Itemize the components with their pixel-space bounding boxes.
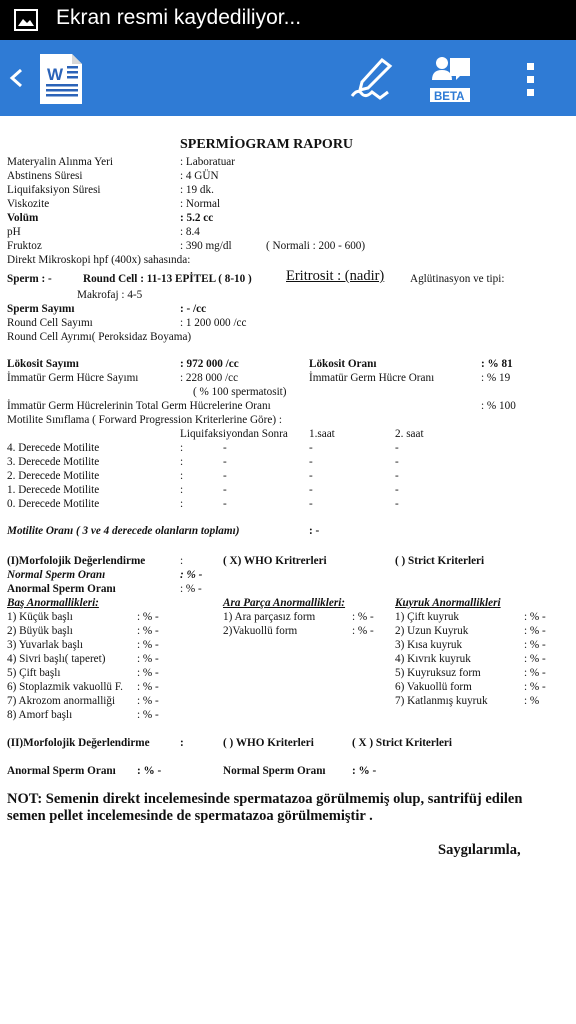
normal-orani-2-value: : % - bbox=[352, 765, 377, 777]
kuyruk-row-value: : % - bbox=[524, 667, 546, 679]
ara-row-label: 2)Vakuollü form bbox=[223, 625, 298, 637]
motility-row-colon: : bbox=[180, 442, 184, 454]
value-liquifaksiyon: : 19 dk. bbox=[180, 184, 214, 196]
spermatosit: ( % 100 spermatosit) bbox=[193, 386, 287, 398]
motility-row-c2: - bbox=[309, 498, 313, 510]
label-liquifaksiyon: Liquifaksiyon Süresi bbox=[7, 184, 101, 196]
lokosit-orani-label: Lökosit Oranı bbox=[309, 358, 377, 370]
bas-row-label: 3) Yuvarlak başlı bbox=[7, 639, 84, 651]
motility-header-2saat: 2. saat bbox=[395, 428, 424, 440]
morfoloji-1-label: (I)Morfolojik Değerlendirme bbox=[7, 555, 146, 567]
bas-row-label: 5) Çift başlı bbox=[7, 667, 61, 679]
motility-row-label: 2. Derecede Motilite bbox=[7, 470, 100, 482]
normal-orani-value: : % - bbox=[180, 569, 203, 581]
kuyruk-row-value: : % - bbox=[524, 653, 546, 665]
bas-row-label: 6) Stoplazmik vakuollü F. bbox=[7, 681, 123, 693]
value-abstinens: : 4 GÜN bbox=[180, 170, 219, 182]
bas-row-label: 1) Küçük başlı bbox=[7, 611, 73, 623]
value-volum: : 5.2 cc bbox=[180, 212, 214, 224]
sperm-sayisi-value: : - /cc bbox=[180, 303, 207, 315]
bas-row-value: : % - bbox=[137, 695, 159, 707]
lokosit-orani-value: : % 81 bbox=[481, 358, 513, 370]
ara-parca-header: Ara Parça Anormallikleri: bbox=[223, 597, 346, 609]
kuyruk-row-value: : % bbox=[524, 695, 540, 707]
motility-row-label: 4. Derecede Motilite bbox=[7, 442, 100, 454]
chat-bubbles-icon[interactable] bbox=[428, 54, 472, 104]
value-ph: : 8.4 bbox=[180, 226, 200, 238]
bas-row-label: 7) Akrozom anormalliği bbox=[7, 695, 116, 707]
morfoloji-2-colon: : bbox=[180, 737, 184, 749]
motilite-orani-label: Motilite Oranı ( 3 ve 4 derecede olanların toplamı) bbox=[7, 525, 240, 537]
makrofaj: Makrofaj : 4-5 bbox=[77, 289, 143, 301]
motility-row-c2: - bbox=[309, 442, 313, 454]
ara-row-value: : % - bbox=[352, 625, 374, 637]
aglutinasyon: Aglütinasyon ve tipi: bbox=[410, 273, 505, 285]
kuyruk-header: Kuyruk Anormallikleri bbox=[395, 597, 501, 609]
word-document-icon[interactable] bbox=[38, 52, 84, 106]
motility-row-colon: : bbox=[180, 498, 184, 510]
lokosit-sayimi-value: : 972 000 /cc bbox=[180, 358, 239, 370]
round-cell-ayrimi: Round Cell Ayrımı( Peroksidaz Boyama) bbox=[7, 331, 192, 343]
sperm-label: Sperm : - bbox=[7, 273, 52, 285]
motility-row-c3: - bbox=[395, 456, 399, 468]
kuyruk-row-label: 5) Kuyruksuz form bbox=[395, 667, 481, 679]
who-criteria-1: ( X) WHO Kritrerleri bbox=[223, 555, 327, 567]
motilite-orani-value: : - bbox=[309, 525, 320, 537]
motility-row-c2: - bbox=[309, 456, 313, 468]
kuyruk-row-label: 2) Uzun Kuyruk bbox=[395, 625, 469, 637]
sperm-sayisi-label: Sperm Sayımı bbox=[7, 303, 75, 315]
not-line-2: semen pellet incelemesinde de spermatazoa görülmemiştir . bbox=[7, 808, 373, 824]
label-fruktoz: Fruktoz bbox=[7, 240, 42, 252]
label-volum: Volüm bbox=[7, 212, 39, 224]
document-page bbox=[0, 116, 576, 1024]
motility-row-label: 1. Derecede Motilite bbox=[7, 484, 100, 496]
round-cell-sayimi-label: Round Cell Sayımı bbox=[7, 317, 93, 329]
bas-row-value: : % - bbox=[137, 709, 159, 721]
more-vert-icon[interactable] bbox=[522, 60, 540, 98]
anormal-orani-2-value: : % - bbox=[137, 765, 162, 777]
motility-row-c1: - bbox=[223, 484, 227, 496]
eritrosit: Eritrosit : (nadir) bbox=[286, 268, 385, 284]
value-materyal: : Laboratuar bbox=[180, 156, 235, 168]
status-bar bbox=[0, 0, 576, 40]
who-criteria-2: ( ) WHO Kriterleri bbox=[223, 737, 314, 749]
bas-row-label: 4) Sivri başlı( taperet) bbox=[7, 653, 106, 665]
bas-row-value: : % - bbox=[137, 611, 159, 623]
immatur-sayimi-value: : 228 000 /cc bbox=[180, 372, 239, 384]
label-viskozite: Viskozite bbox=[7, 198, 50, 210]
motility-header-liquifaksiyon: Liquifaksiyondan Sonra bbox=[180, 428, 288, 440]
report-title: SPERMİOGRAM RAPORU bbox=[180, 137, 354, 152]
motility-row-c2: - bbox=[309, 484, 313, 496]
motility-row-c3: - bbox=[395, 470, 399, 482]
kuyruk-row-label: 3) Kısa kuyruk bbox=[395, 639, 463, 651]
motilite-siniflama: Motilite Sınıflama ( Forward Progression Kriterlerine Göre) : bbox=[7, 414, 282, 426]
immatur-sayimi-label: İmmatür Germ Hücre Sayımı bbox=[7, 372, 139, 384]
anormal-orani-label: Anormal Sperm Oranı bbox=[7, 583, 116, 595]
app-toolbar bbox=[0, 40, 576, 116]
value-fruktoz: : 390 mg/dl bbox=[180, 240, 232, 252]
bas-row-value: : % - bbox=[137, 625, 159, 637]
anormal-orani-2-label: Anormal Sperm Oranı bbox=[7, 765, 116, 777]
beta-label: BETA bbox=[434, 91, 465, 103]
motility-row-label: 3. Derecede Motilite bbox=[7, 456, 100, 468]
ara-row-value: : % - bbox=[352, 611, 374, 623]
value-viskozite: : Normal bbox=[180, 198, 221, 210]
motility-row-c2: - bbox=[309, 470, 313, 482]
morfoloji-2-label: (II)Morfolojik Değerlendirme bbox=[7, 737, 150, 749]
bas-row-value: : % - bbox=[137, 667, 159, 679]
fruktoz-normal: ( Normali : 200 - 600) bbox=[266, 240, 366, 252]
kuyruk-row-label: 6) Vakuollü form bbox=[395, 681, 472, 693]
bas-row-value: : % - bbox=[137, 639, 159, 651]
bas-row-value: : % - bbox=[137, 653, 159, 665]
normal-orani-2-label: Normal Sperm Oranı bbox=[223, 765, 326, 777]
immatur-orani-label: İmmatür Germ Hücre Oranı bbox=[309, 372, 435, 384]
direkt-mikroskopi: Direkt Mikroskopi hpf (400x) sahasında: bbox=[7, 254, 191, 266]
kuyruk-row-label: 1) Çift kuyruk bbox=[395, 611, 460, 623]
motility-row-c1: - bbox=[223, 470, 227, 482]
motility-row-c3: - bbox=[395, 484, 399, 496]
round-cell-sayimi-value: : 1 200 000 /cc bbox=[180, 317, 247, 329]
motility-row-colon: : bbox=[180, 484, 184, 496]
motility-row-c1: - bbox=[223, 442, 227, 454]
motility-row-c3: - bbox=[395, 442, 399, 454]
kuyruk-row-value: : % - bbox=[524, 639, 546, 651]
not-line-1: NOT: Semenin direkt incelemesinde spermatazoa görülmemiş olup, santrifüj edilen bbox=[7, 791, 523, 807]
bas-anormallikleri-header: Baş Anormallikleri: bbox=[7, 597, 99, 609]
immatur-orani-value: : % 19 bbox=[481, 372, 511, 384]
image-icon bbox=[14, 9, 38, 31]
saygilarimla: Saygılarımla, bbox=[438, 842, 521, 858]
label-materyal: Materyalin Alınma Yeri bbox=[7, 156, 113, 168]
motility-row-label: 0. Derecede Motilite bbox=[7, 498, 100, 510]
status-text: Ekran resmi kaydediliyor... bbox=[56, 6, 302, 29]
bas-row-label: 8) Amorf başlı bbox=[7, 709, 73, 721]
strict-criteria-2: ( X ) Strict Kriterleri bbox=[352, 737, 453, 749]
immatur-total-label: İmmatür Germ Hücrelerinin Total Germ Hücrelerine Oranı bbox=[7, 400, 271, 412]
ara-row-label: 1) Ara parçasız form bbox=[223, 611, 316, 623]
label-ph: pH bbox=[7, 226, 21, 238]
label-abstinens: Abstinens Süresi bbox=[7, 170, 83, 182]
round-cell: Round Cell : 11-13 EPİTEL ( 8-10 ) bbox=[83, 273, 252, 285]
pen-edit-icon[interactable] bbox=[348, 56, 394, 102]
motility-row-c3: - bbox=[395, 498, 399, 510]
motility-row-colon: : bbox=[180, 470, 184, 482]
motility-row-c1: - bbox=[223, 456, 227, 468]
back-chevron-icon[interactable] bbox=[6, 58, 26, 98]
anormal-orani-value: : % - bbox=[180, 583, 202, 595]
morfoloji-1-colon: : bbox=[180, 555, 184, 567]
bas-row-value: : % - bbox=[137, 681, 159, 693]
strict-criteria-1: ( ) Strict Kriterleri bbox=[395, 555, 485, 567]
motility-row-c1: - bbox=[223, 498, 227, 510]
immatur-total-value: : % 100 bbox=[481, 400, 516, 412]
kuyruk-row-value: : % - bbox=[524, 611, 546, 623]
kuyruk-row-value: : % - bbox=[524, 625, 546, 637]
kuyruk-row-label: 7) Katlanmış kuyruk bbox=[395, 695, 488, 707]
normal-orani-label: Normal Sperm Oranı bbox=[7, 569, 106, 581]
bas-row-label: 2) Büyük başlı bbox=[7, 625, 73, 637]
motility-row-colon: : bbox=[180, 456, 184, 468]
svg-text:W: W bbox=[47, 65, 64, 84]
lokosit-sayimi-label: Lökosit Sayımı bbox=[7, 358, 79, 370]
kuyruk-row-label: 4) Kıvrık kuyruk bbox=[395, 653, 471, 665]
kuyruk-row-value: : % - bbox=[524, 681, 546, 693]
motility-header-1saat: 1.saat bbox=[309, 428, 335, 440]
